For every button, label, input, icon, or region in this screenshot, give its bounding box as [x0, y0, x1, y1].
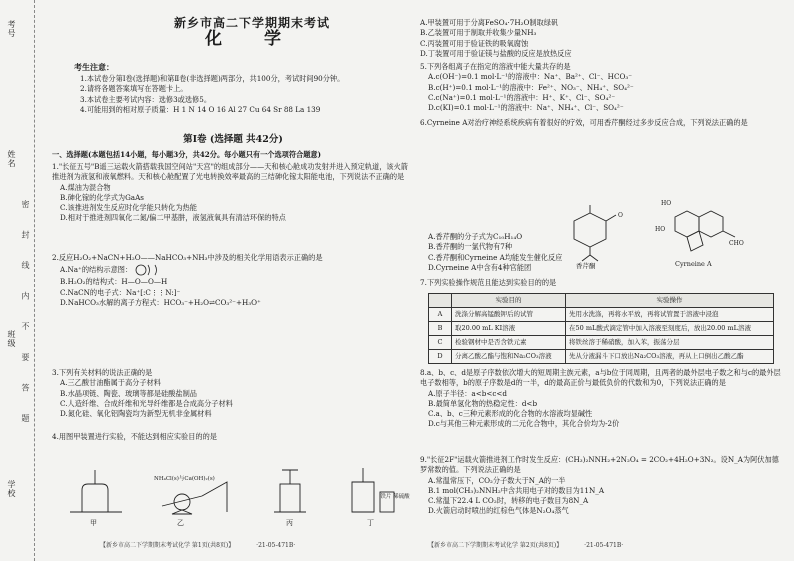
- option-c: C.人造纤维、合成纤维和光导纤维都是合成高分子材料: [60, 398, 233, 408]
- option-a: A.煤油为混合物: [60, 182, 111, 192]
- figure-label-ding: 丁: [367, 518, 374, 527]
- option-d: D.氮化硅、氧化铝陶瓷均为新型无机非金属材料: [60, 409, 212, 419]
- option-b: B.香芹酮的一氯代物有7种: [428, 242, 513, 252]
- option-a: A.原子半径：a<b<c<d: [428, 388, 507, 398]
- apparatus-drawing-icon: [62, 462, 407, 518]
- right-column: [420, 0, 782, 561]
- binding-label-id: 考号: [7, 20, 16, 38]
- seal-line-text: 密 封 线 内 不 要 答 题: [21, 200, 30, 432]
- experiment-table: [428, 293, 774, 364]
- option-b: B.乙装置可用于制取并收集少量NH₃: [420, 28, 537, 38]
- question-stem: 6.Cyrneine A对治疗神经系统疾病有着很好的疗效，可用香芹酮经过多步反应合成，下列说法正确的是: [420, 118, 748, 127]
- question-7: [420, 278, 782, 288]
- table-cell: C: [429, 336, 452, 350]
- part1-title: 第Ⅰ卷 (选择题 共42分): [183, 134, 283, 145]
- svg-text:O: O: [618, 212, 623, 219]
- table-header-cell: [429, 294, 452, 308]
- question-stem: 5.下列各组离子在指定的溶液中能大量共存的是: [420, 62, 571, 71]
- option-d: D.Cyrneine A中含有4种官能团: [428, 262, 532, 272]
- table-cell: 检验钢材中是否含铁元素: [452, 336, 566, 350]
- binding-label-class: 班级: [7, 330, 16, 348]
- option-c: C.a、b、c三种元素形成的化合物的水溶液均显碱性: [428, 409, 593, 419]
- cyrneine-group-ho-1: HO: [661, 200, 672, 207]
- question-stem: 2.反应H₂O₂+NaCN+H₂O——NaHCO₃+NH₃中涉及的相关化学用语表示正确的是: [52, 253, 323, 262]
- question-stem: 9."长征2F"运载火箭推进剂工作时发生反应：(CH₃)₂NNH₂+2N₂O₄ = 2CO₂+4H₂O+3N₂。设N_A为阿伏加德罗常数的值。下列说法正确的是: [420, 455, 779, 475]
- table-cell: 先从分液漏斗下口放出Na₂CO₃溶液，再从上口倒出乙酸乙酯: [566, 350, 774, 364]
- table-cell: 洗涤分解高锰酸钾后的试管: [452, 308, 566, 322]
- table-cell: A: [429, 308, 452, 322]
- option-c: C.该推进剂发生反应时化学能只转化为热能: [60, 203, 197, 213]
- carvone-label: 香芹酮: [576, 262, 596, 270]
- figure-note-jia: NH₄Cl(s)与Ca(OH)₂(s): [154, 475, 215, 482]
- question-2: [52, 253, 414, 308]
- option-a: A.甲装置可用于分离FeSO₄·7H₂O制取绿矾: [420, 18, 559, 27]
- footer-page-info: 【新乡市高二下学期期末考试化学 第1页(共8页)】: [100, 541, 235, 549]
- option-d: D.c与其他三种元素形成的二元化合物中，其化合价均为-2价: [428, 419, 620, 429]
- na-ion-diagram-icon: [134, 263, 174, 277]
- binding-label-name: 姓名: [7, 150, 16, 168]
- binding-margin: [0, 0, 35, 561]
- table-header-cell: 实验目的: [452, 294, 566, 308]
- table-cell: B: [429, 322, 452, 336]
- table-row: [429, 336, 774, 350]
- figure-note-ding: 铁片 稀硫酸: [380, 493, 410, 500]
- cyrneine-group-ho-2: HO: [655, 226, 666, 233]
- option-b: B.最简单氢化物的热稳定性：d<b: [428, 398, 538, 408]
- table-cell: 将铁丝溶于稀硝酸，加入苯，振荡分层: [566, 336, 774, 350]
- table-cell: 先用水洗涤，再将水平放，再将试管置于溶液中浸泡: [566, 308, 774, 322]
- left-column: [52, 0, 414, 561]
- table-row: [429, 322, 774, 336]
- option-d: D.NaHCO₃水解的离子方程式：HCO₃⁻+H₂O⇌CO₃²⁻+H₃O⁺: [60, 297, 261, 307]
- option-c: C.丙装置可用于验证铁的吸氧腐蚀: [420, 38, 529, 48]
- option-b: B.水晶项链、陶瓷、玻璃等都是硅酸盐制品: [60, 388, 197, 398]
- note-item: 3.本试卷主要考试内容：选修3或选修5。: [80, 94, 212, 104]
- footer-code: ·21-05-471B·: [256, 541, 296, 549]
- figure-label-jia: 甲: [90, 518, 97, 527]
- question-4: [52, 432, 414, 442]
- notes-heading: 考生注意：: [74, 62, 114, 72]
- option-c: C.c(Na⁺)=0.1 mol·L⁻¹的溶液中：H⁺、K⁺、Cl⁻、SO₄²⁻: [428, 92, 616, 102]
- option-a: A.常温常压下，CO₂分子数大于N_A的一半: [428, 475, 566, 485]
- option-d: D.c(KI)=0.1 mol·L⁻¹的溶液中：Na⁺、NH₄⁺、Cl⁻、SO₄²⁻: [428, 103, 624, 113]
- notes-list: [80, 74, 410, 115]
- question-9: [420, 455, 782, 517]
- subject-title: 化 学: [205, 29, 299, 49]
- option-c: C.香芹酮和Cyrneine A均能发生催化反应: [428, 252, 563, 262]
- question-1: [52, 162, 414, 224]
- note-item: 4.可能用到的相对原子质量：H 1 N 14 O 16 Al 27 Cu 64 Sr 88 La 139: [80, 104, 321, 114]
- question-5: [420, 62, 782, 113]
- option-a: A.三乙酸甘油酯属于高分子材料: [60, 378, 161, 388]
- note-item: 2.请将各题答案填写在答题卡上。: [80, 84, 188, 94]
- option-a: A.香芹酮的分子式为C₁₀H₁₄O: [428, 232, 523, 241]
- option-b: B.1 mol(CH₃)₂NNH₂中含共用电子对的数目为11N_A: [428, 485, 605, 495]
- option-a-text: A.Na⁺的结构示意图：: [60, 265, 133, 275]
- table-header-row: [429, 294, 774, 308]
- question-stem: 3.下列有关材料的说法正确的是: [52, 368, 153, 377]
- question-4-options: [420, 18, 782, 59]
- table-row: [429, 350, 774, 364]
- instruction-text: 一、选择题(本题包括14小题，每小题3分，共42分。每小题只有一个选项符合题意): [52, 150, 321, 159]
- question-8: [420, 368, 782, 430]
- figure-label-bing: 丙: [286, 518, 293, 527]
- question-3: [52, 368, 414, 419]
- option-d: D.丁装置可用于验证镁与盐酸的反应是放热反应: [420, 48, 572, 58]
- cyrneine-label: Cyrneine A: [675, 260, 712, 268]
- option-a: A.c(OH⁻)=0.1 mol·L⁻¹的溶液中：Na⁺、Ba²⁺、Cl⁻、HCO₃⁻: [428, 72, 633, 82]
- cyrneine-group-cho: CHO: [729, 240, 744, 247]
- question-stem: 7.下列实验操作规范且能达到实验目的的是: [420, 278, 557, 287]
- footer-right: [428, 541, 623, 551]
- footer-code: ·21-05-471B·: [584, 541, 624, 549]
- exam-title: 新乡市高二下学期期末考试: [173, 16, 330, 30]
- table-cell: D: [429, 350, 452, 364]
- table-header-cell: 实验操作: [566, 294, 774, 308]
- table-cell: 取20.00 mL KI溶液: [452, 322, 566, 336]
- option-a: [52, 263, 414, 277]
- binding-label-school: 学校: [7, 480, 16, 498]
- question-stem: 8.a、b、c、d是原子序数依次增大的短周期主族元素，a与b位于同周期，且两者的最外层电子数之和与c的最外层电子数相等，b的原子序数是d的一半，d的最高正价与最低负价的代数和为0，下列说法正确的是: [420, 368, 781, 388]
- option-b: B.砷化镓的化学式为GaAs: [60, 192, 144, 202]
- table-cell: 分离乙酸乙酯与饱和Na₂CO₃溶液: [452, 350, 566, 364]
- table-row: [429, 308, 774, 322]
- question-6-options: [420, 232, 782, 273]
- option-b: B.H₂O₂的结构式：H—O—O—H: [60, 277, 168, 287]
- figure-label-yi: 乙: [177, 518, 184, 527]
- table-cell: 在50 mL酸式滴定管中加入溶液至刻度后，放出20.00 mL溶液: [566, 322, 774, 336]
- question-stem: 1."长征五号"B遥三运载火箭搭载我国空间站"天宫"的组成部分——天和核心舱成功发射并进入预定轨道，该火箭推进剂为液氢和液氧燃料。天和核心舱配置了光电转换效率最高的三结砷化镓太阳能电池，下列说法不正确的是: [52, 162, 408, 182]
- option-c: C.常温下22.4 L CO₂时，转移的电子数目为8N_A: [428, 496, 589, 506]
- note-item: 1.本试卷分第Ⅰ卷(选择题)和第Ⅱ卷(非选择题)两部分，共100分，考试时间90分钟。: [80, 74, 345, 83]
- footer-left: [100, 541, 295, 551]
- apparatus-figures: [62, 462, 410, 532]
- question-stem: 4.用图甲装置进行实验，不能达到相应实验目的的是: [52, 432, 217, 441]
- option-d: D.相对于推进剂四氧化二氮/偏二甲基肼，液氢液氧具有清洁环保的特点: [60, 213, 286, 223]
- option-d: D.火箭启动时喷出的红棕色气体是N₂O₄蒸气: [428, 506, 569, 516]
- option-c: C.NaCN的电子式：Na⁺[:C⋮⋮N:]⁻: [60, 287, 181, 297]
- option-b: B.c(H⁺)=0.1 mol·L⁻¹的溶液中：Fe²⁺、NO₃⁻、NH₄⁺、SO₄²⁻: [428, 82, 634, 92]
- footer-page-info: 【新乡市高二下学期期末考试化学 第2页(共8页)】: [428, 541, 563, 549]
- part1-instruction: [52, 150, 414, 160]
- question-6: [420, 118, 782, 128]
